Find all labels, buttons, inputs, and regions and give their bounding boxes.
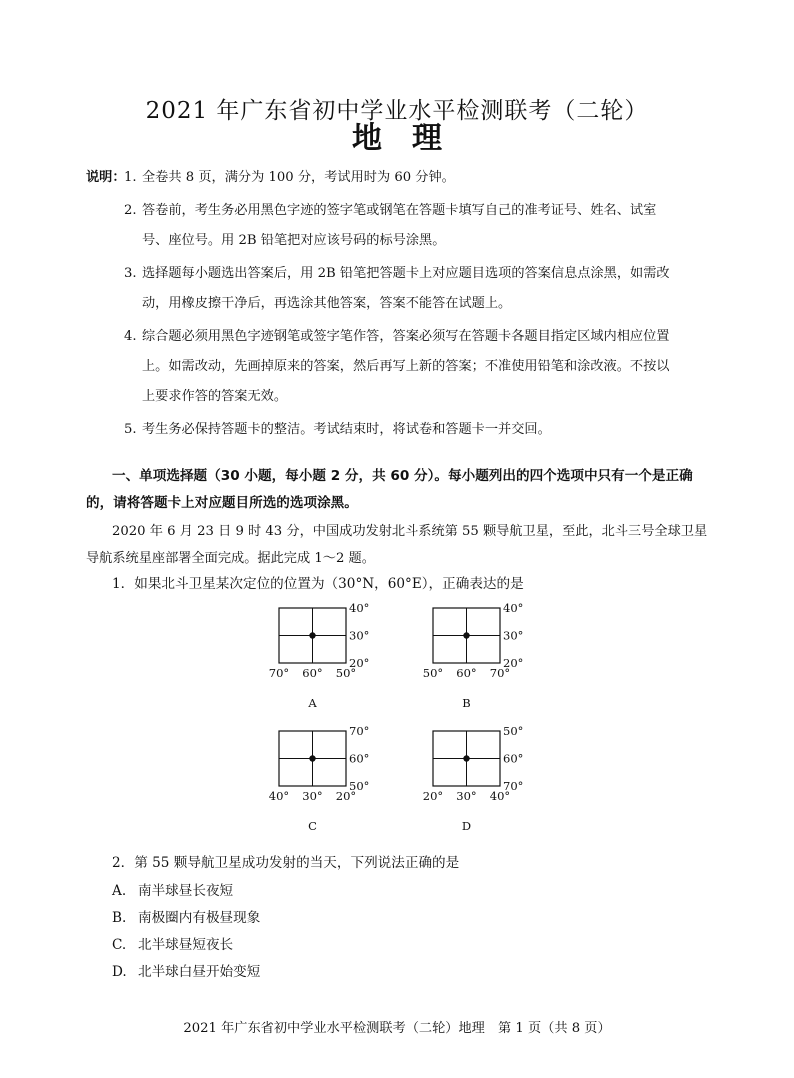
subject-title: 地理 [352, 121, 472, 156]
option-letter: C. [112, 937, 127, 953]
option-letter: C [308, 819, 317, 833]
instruction-number: 4. [124, 329, 137, 344]
latitude-label: 40° [503, 601, 524, 615]
latitude-label: 20° [503, 656, 524, 670]
position-dot [463, 632, 469, 638]
instruction-line: 综合题必须用黑色字迹钢笔或签字笔作答，答案必须写在答题卡各题目指定区域内相应位置 [142, 329, 670, 344]
instruction-number: 1. [124, 170, 137, 185]
instruction-number: 2. [124, 203, 137, 218]
latitude-label: 30° [349, 628, 370, 643]
option-text: 南半球昼长夜短 [138, 883, 234, 899]
passage-line: 2020 年 6 月 23 日 9 时 43 分，中国成功发射北斗系统第 55 颗导航卫星，至此，北斗三号全球卫星 [112, 524, 708, 539]
latitude-label: 40° [349, 601, 370, 615]
exam-title: 2021 年广东省初中学业水平检测联考（二轮） [145, 98, 649, 124]
longitude-label: 20° [335, 789, 357, 803]
question-2-stem: 2．第 55 颗导航卫星成功发射的当天，下列说法正确的是 [112, 855, 460, 871]
option-text: 北半球昼短夜长 [138, 937, 234, 953]
instruction-line: 考生务必保持答题卡的整洁。考试结束时，将试卷和答题卡一并交回。 [142, 422, 551, 437]
longitude-label: 70° [268, 666, 290, 680]
section-heading-line: 的，请将答题卡上对应题目所选的选项涂黑。 [86, 495, 358, 511]
option-c[interactable] [112, 933, 233, 953]
longitude-label: 60° [302, 666, 323, 680]
latitude-label: 30° [503, 628, 524, 643]
longitude-label: 30° [302, 789, 323, 803]
option-letter: A. [112, 883, 127, 899]
instruction-line: 号、座位号。用 2B 铅笔把对应该号码的标号涂黑。 [142, 233, 446, 248]
option-text: 南极圈内有极昼现象 [138, 910, 261, 926]
section-heading-line: 一、单项选择题（30 小题，每小题 2 分，共 60 分）。每小题列出的四个选项中只有一个是正确 [112, 468, 693, 484]
passage-line: 导航系统星座部署全面完成。据此完成 1～2 题。 [86, 551, 375, 566]
option-letter: D [461, 819, 472, 833]
instruction-line: 答卷前，考生务必用黑色字迹的签字笔或钢笔在答题卡填写自己的准考证号、姓名、试室 [142, 203, 657, 218]
option-letter: A [308, 696, 317, 710]
instruction-line: 动，用橡皮擦干净后，再选涂其他答案，答案不能答在试题上。 [142, 296, 512, 311]
latitude-label: 70° [503, 779, 524, 793]
position-dot [463, 755, 469, 761]
option-letter: B. [112, 910, 127, 926]
option-text: 北半球白昼开始变短 [138, 964, 261, 980]
instruction-line: 选择题每小题选出答案后，用 2B 铅笔把答题卡上对应题目选项的答案信息点涂黑，如需改 [142, 266, 670, 281]
latitude-label: 70° [349, 724, 370, 738]
page-footer: 2021 年广东省初中学业水平检测联考（二轮）地理 第 1 页（共 8 页） [183, 1021, 611, 1036]
latitude-label: 60° [349, 751, 370, 766]
option-a[interactable] [112, 879, 233, 899]
longitude-label: 50° [335, 666, 357, 680]
question-1-stem: 1．如果北斗卫星某次定位的位置为（30°N，60°E），正确表达的是 [112, 576, 524, 592]
instruction-line: 全卷共 8 页，满分为 100 分，考试用时为 60 分钟。 [142, 170, 455, 185]
longitude-label: 40° [268, 789, 290, 803]
longitude-label: 60° [456, 666, 477, 680]
longitude-label: 50° [422, 666, 444, 680]
option-b[interactable] [112, 906, 260, 926]
option-d[interactable] [112, 960, 260, 980]
longitude-label: 30° [456, 789, 477, 803]
instruction-number: 5. [124, 422, 137, 437]
longitude-label: 40° [489, 789, 511, 803]
longitude-label: 20° [422, 789, 444, 803]
instruction-line: 上。如需改动，先画掉原来的答案，然后再写上新的答案；不准使用铅笔和涂改液。不按以 [142, 359, 670, 374]
position-dot [309, 632, 315, 638]
instructions-label: 说明： [86, 170, 126, 185]
latitude-label: 50° [349, 779, 370, 793]
latitude-label: 50° [503, 724, 524, 738]
instruction-number: 3. [124, 266, 137, 281]
latitude-label: 60° [503, 751, 524, 766]
option-letter: B [462, 696, 471, 710]
option-letter: D. [112, 964, 127, 980]
position-dot [309, 755, 315, 761]
latitude-label: 20° [349, 656, 370, 670]
longitude-label: 70° [489, 666, 511, 680]
instruction-line: 上要求作答的答案无效。 [142, 389, 288, 404]
